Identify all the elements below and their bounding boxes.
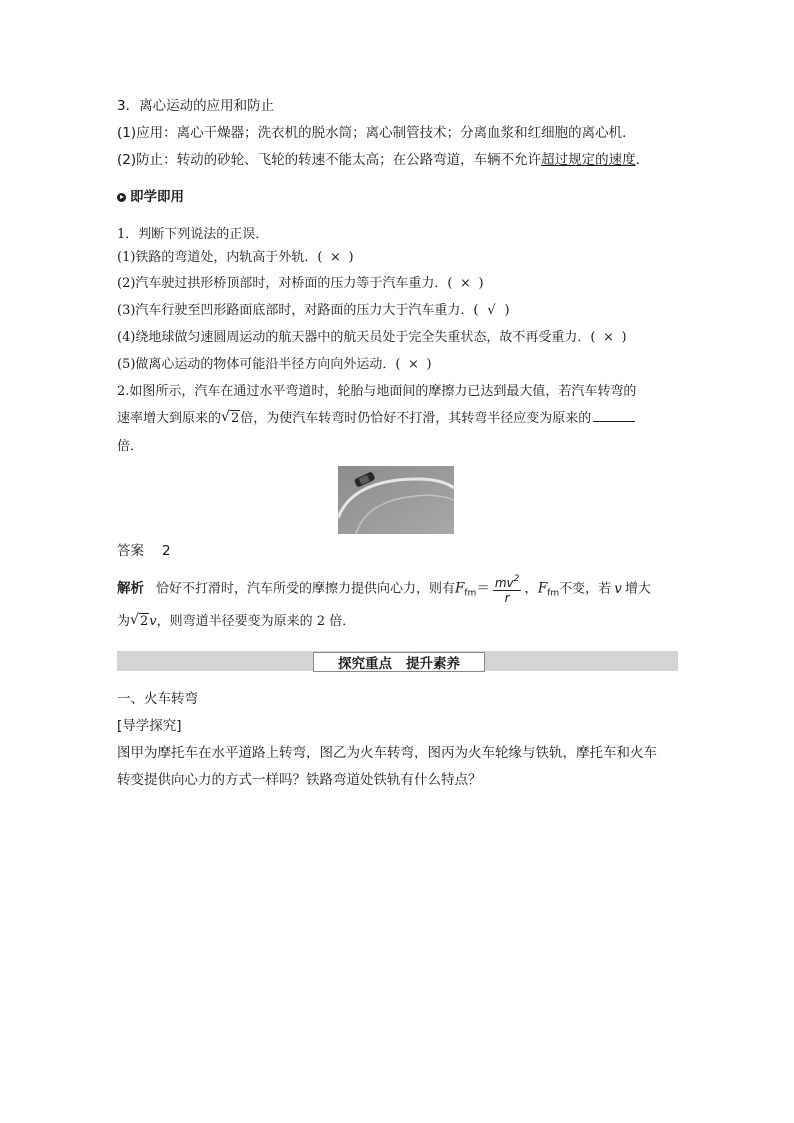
fraction-denominator: r: [504, 591, 510, 605]
fraction: [493, 572, 522, 605]
q1-item-4-text: (4)绕地球做匀速圆周运动的航天器中的航天员处于完全失重状态，故不再受重力．(: [117, 330, 596, 345]
equals-sign: ＝: [476, 580, 490, 597]
section-3-item-2-underlined: 超过规定的速度: [541, 152, 636, 168]
q1-item-2-mark: ×: [460, 276, 471, 291]
analysis-text-3: 不变，若: [559, 581, 612, 597]
q2-answer-blank: [593, 409, 635, 422]
q1-item-4: [117, 328, 627, 348]
q2-line-2: [117, 409, 635, 429]
analysis-line-2-suffix: ，则弯道半径要变为原来的 2 倍．: [156, 614, 356, 629]
q2-line-1: 2.如图所示，汽车在通过水平弯道时，轮胎与地面间的摩擦力已达到最大值，若汽车转弯的: [117, 384, 637, 399]
section-one-title: 一、火车转弯: [117, 691, 198, 707]
q1-item-2: [117, 274, 484, 294]
force-subscript: fm: [464, 588, 477, 599]
q1-item-4-mark: ×: [603, 330, 614, 345]
force-symbol-2: F: [537, 580, 548, 597]
q1-item-1-text: (1)铁路的弯道处，内轨高于外轨．(: [117, 250, 323, 265]
fraction-numerator: mv: [494, 576, 514, 590]
q1-item-2-close: ): [478, 276, 484, 291]
analysis-line-2: [117, 612, 355, 632]
q1-item-1-close: ): [348, 250, 354, 265]
play-bullet-icon: [117, 193, 126, 202]
q1-item-5-text: (5)做离心运动的物体可能沿半径方向向外运动．(: [117, 357, 401, 372]
guide-label: [导学探究]: [117, 718, 182, 734]
section-3-item-2-suffix: ．: [635, 152, 650, 168]
q2-sqrt: √ 2: [221, 409, 240, 426]
velocity-symbol: v: [614, 580, 622, 597]
q1-item-5-close: ): [426, 357, 432, 372]
practice-heading-text: 即学即用: [130, 189, 184, 205]
answer-label: 答案: [117, 543, 144, 559]
analysis-text-4: 增大: [624, 581, 651, 597]
guide-para-line-1: 图甲为摩托车在水平道路上转弯，图乙为火车转弯，图丙为火车轮缘与铁轨，摩托车和火车: [117, 745, 657, 761]
analysis-label: 解析: [117, 580, 144, 597]
fraction-numerator-exp: 2: [513, 574, 520, 584]
q2-line-2-prefix: 速率增大到原来的: [117, 411, 222, 426]
q2-sqrt-value: 2: [231, 411, 240, 426]
answer-value: 2: [162, 543, 171, 559]
q1-item-1: [117, 248, 354, 268]
car-on-curve-photo: [338, 466, 454, 534]
answer-line: [117, 541, 171, 561]
q1-item-4-close: ): [621, 330, 627, 345]
section-3-item-2-prefix: (2)防止：转动的砂轮、飞轮的转速不能太高；在公路弯道，车辆不允许: [117, 152, 542, 168]
force-subscript-2: fm: [547, 588, 560, 599]
q1-item-5-mark: ×: [408, 357, 419, 372]
analysis-text-1: 恰好不打滑时，汽车所受的摩擦力提供向心力，则有: [156, 581, 456, 597]
banner-right-text: 提升素养: [406, 656, 460, 672]
q1-item-3: [117, 301, 510, 321]
section-3-item-1: (1)应用：离心干燥器；洗衣机的脱水筒；离心制管技术；分离血浆和红细胞的离心机．: [117, 125, 636, 141]
analysis-sqrt: √ 2: [130, 612, 149, 629]
section-banner: [313, 652, 485, 672]
q2-line-2-suffix: 倍，为使汽车转弯时仍恰好不打滑，其转弯半径应变为原来的: [240, 411, 592, 426]
q1-item-3-text: (3)汽车行驶至凹形路面底部时，对路面的压力大于汽车重力．(: [117, 303, 479, 318]
section-3-item-2: [117, 150, 649, 170]
banner-left-text: 探究重点: [338, 656, 392, 672]
force-symbol: F: [455, 580, 465, 597]
section-3-title: 3．离心运动的应用和防止: [117, 98, 275, 114]
velocity-symbol-2: v: [149, 614, 157, 629]
analysis-sqrt-value: 2: [140, 614, 149, 629]
analysis-line-2-prefix: 为: [117, 614, 131, 629]
practice-heading: [117, 187, 184, 207]
q1-item-2-text: (2)汽车驶过拱形桥顶部时，对桥面的压力等于汽车重力．(: [117, 276, 453, 291]
q1-item-3-close: ): [504, 303, 510, 318]
q1-item-3-mark: √: [487, 303, 496, 318]
analysis-comma: ，: [524, 580, 538, 597]
analysis-line-1: [117, 572, 651, 609]
guide-para-line-2: 转变提供向心力的方式一样吗？铁路弯道处铁轨有什么特点？: [117, 772, 482, 788]
q2-line-3: 倍．: [117, 439, 144, 454]
q1-item-1-mark: ×: [330, 250, 341, 265]
q1-item-5: [117, 355, 432, 375]
q1-title: 1．判断下列说法的正误．: [117, 227, 269, 242]
